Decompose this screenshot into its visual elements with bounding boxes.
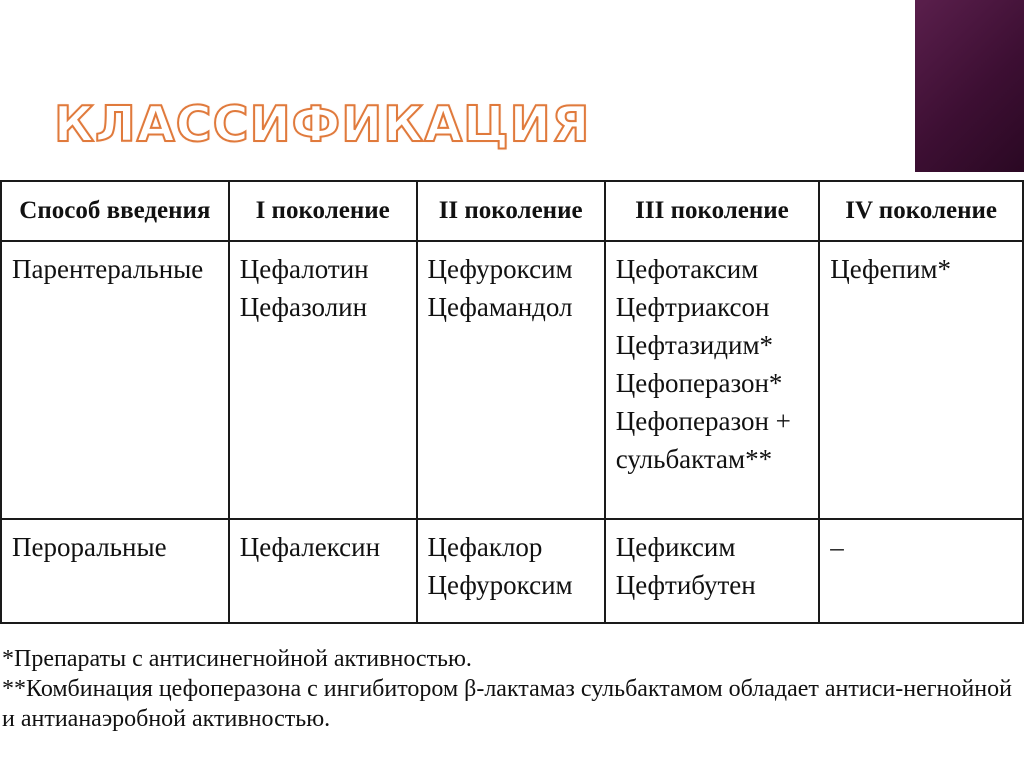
cell-gen1 bbox=[229, 241, 417, 519]
drug-name: Цефамандол bbox=[427, 292, 573, 322]
drug-name: сульбактам** bbox=[615, 444, 773, 474]
table-header-row bbox=[1, 181, 1023, 241]
drug-name: Цефоперазон + bbox=[615, 406, 791, 436]
table-row bbox=[1, 519, 1023, 623]
slide-title: КЛАССИФИКАЦИЯ bbox=[54, 96, 591, 153]
header-gen4: IV поколение bbox=[819, 181, 1023, 241]
drug-name: Цефотаксим bbox=[615, 254, 759, 284]
drug-name: Цефалексин bbox=[239, 532, 381, 562]
drug-name: Цефуроксим bbox=[427, 570, 573, 600]
drug-name: Цефазолин bbox=[239, 292, 368, 322]
drug-name: Цефаклор bbox=[427, 532, 543, 562]
drug-name: Цефепим* bbox=[830, 254, 951, 284]
route-label: Парентеральные bbox=[12, 254, 204, 284]
drug-name: Цефтриаксон bbox=[615, 292, 770, 322]
cell-gen4 bbox=[819, 241, 1023, 519]
cell-route bbox=[1, 241, 229, 519]
header-gen1: I поколение bbox=[229, 181, 417, 241]
cell-gen3 bbox=[605, 519, 820, 623]
drug-name: Цефалотин bbox=[239, 254, 369, 284]
route-label: Пероральные bbox=[12, 532, 167, 562]
table-row bbox=[1, 241, 1023, 519]
drug-name: Цефуроксим bbox=[427, 254, 573, 284]
cell-gen4 bbox=[819, 519, 1023, 623]
cell-gen2 bbox=[417, 519, 605, 623]
header-gen3: III поколение bbox=[605, 181, 820, 241]
classification-table bbox=[0, 180, 1024, 624]
cell-route bbox=[1, 519, 229, 623]
footnote-2: **Комбинация цефоперазона с ингибитором β-лактамаз сульбактамом обладает антиси-негнойной и антианаэробной активностью. bbox=[2, 676, 1012, 732]
cell-gen1 bbox=[229, 519, 417, 623]
header-route: Способ введения bbox=[1, 181, 229, 241]
drug-name: Цефтибутен bbox=[615, 570, 756, 600]
header-gen2: II поколение bbox=[417, 181, 605, 241]
cell-gen3 bbox=[605, 241, 820, 519]
footnote-1: *Препараты с антисинегнойной активностью. bbox=[2, 646, 472, 672]
drug-name: Цефтазидим* bbox=[615, 330, 774, 360]
drug-name: Цефоперазон* bbox=[615, 368, 783, 398]
cell-gen2 bbox=[417, 241, 605, 519]
footnotes bbox=[2, 644, 1022, 734]
drug-name: Цефиксим bbox=[615, 532, 736, 562]
drug-name: – bbox=[830, 532, 844, 562]
accent-block bbox=[915, 0, 1024, 172]
